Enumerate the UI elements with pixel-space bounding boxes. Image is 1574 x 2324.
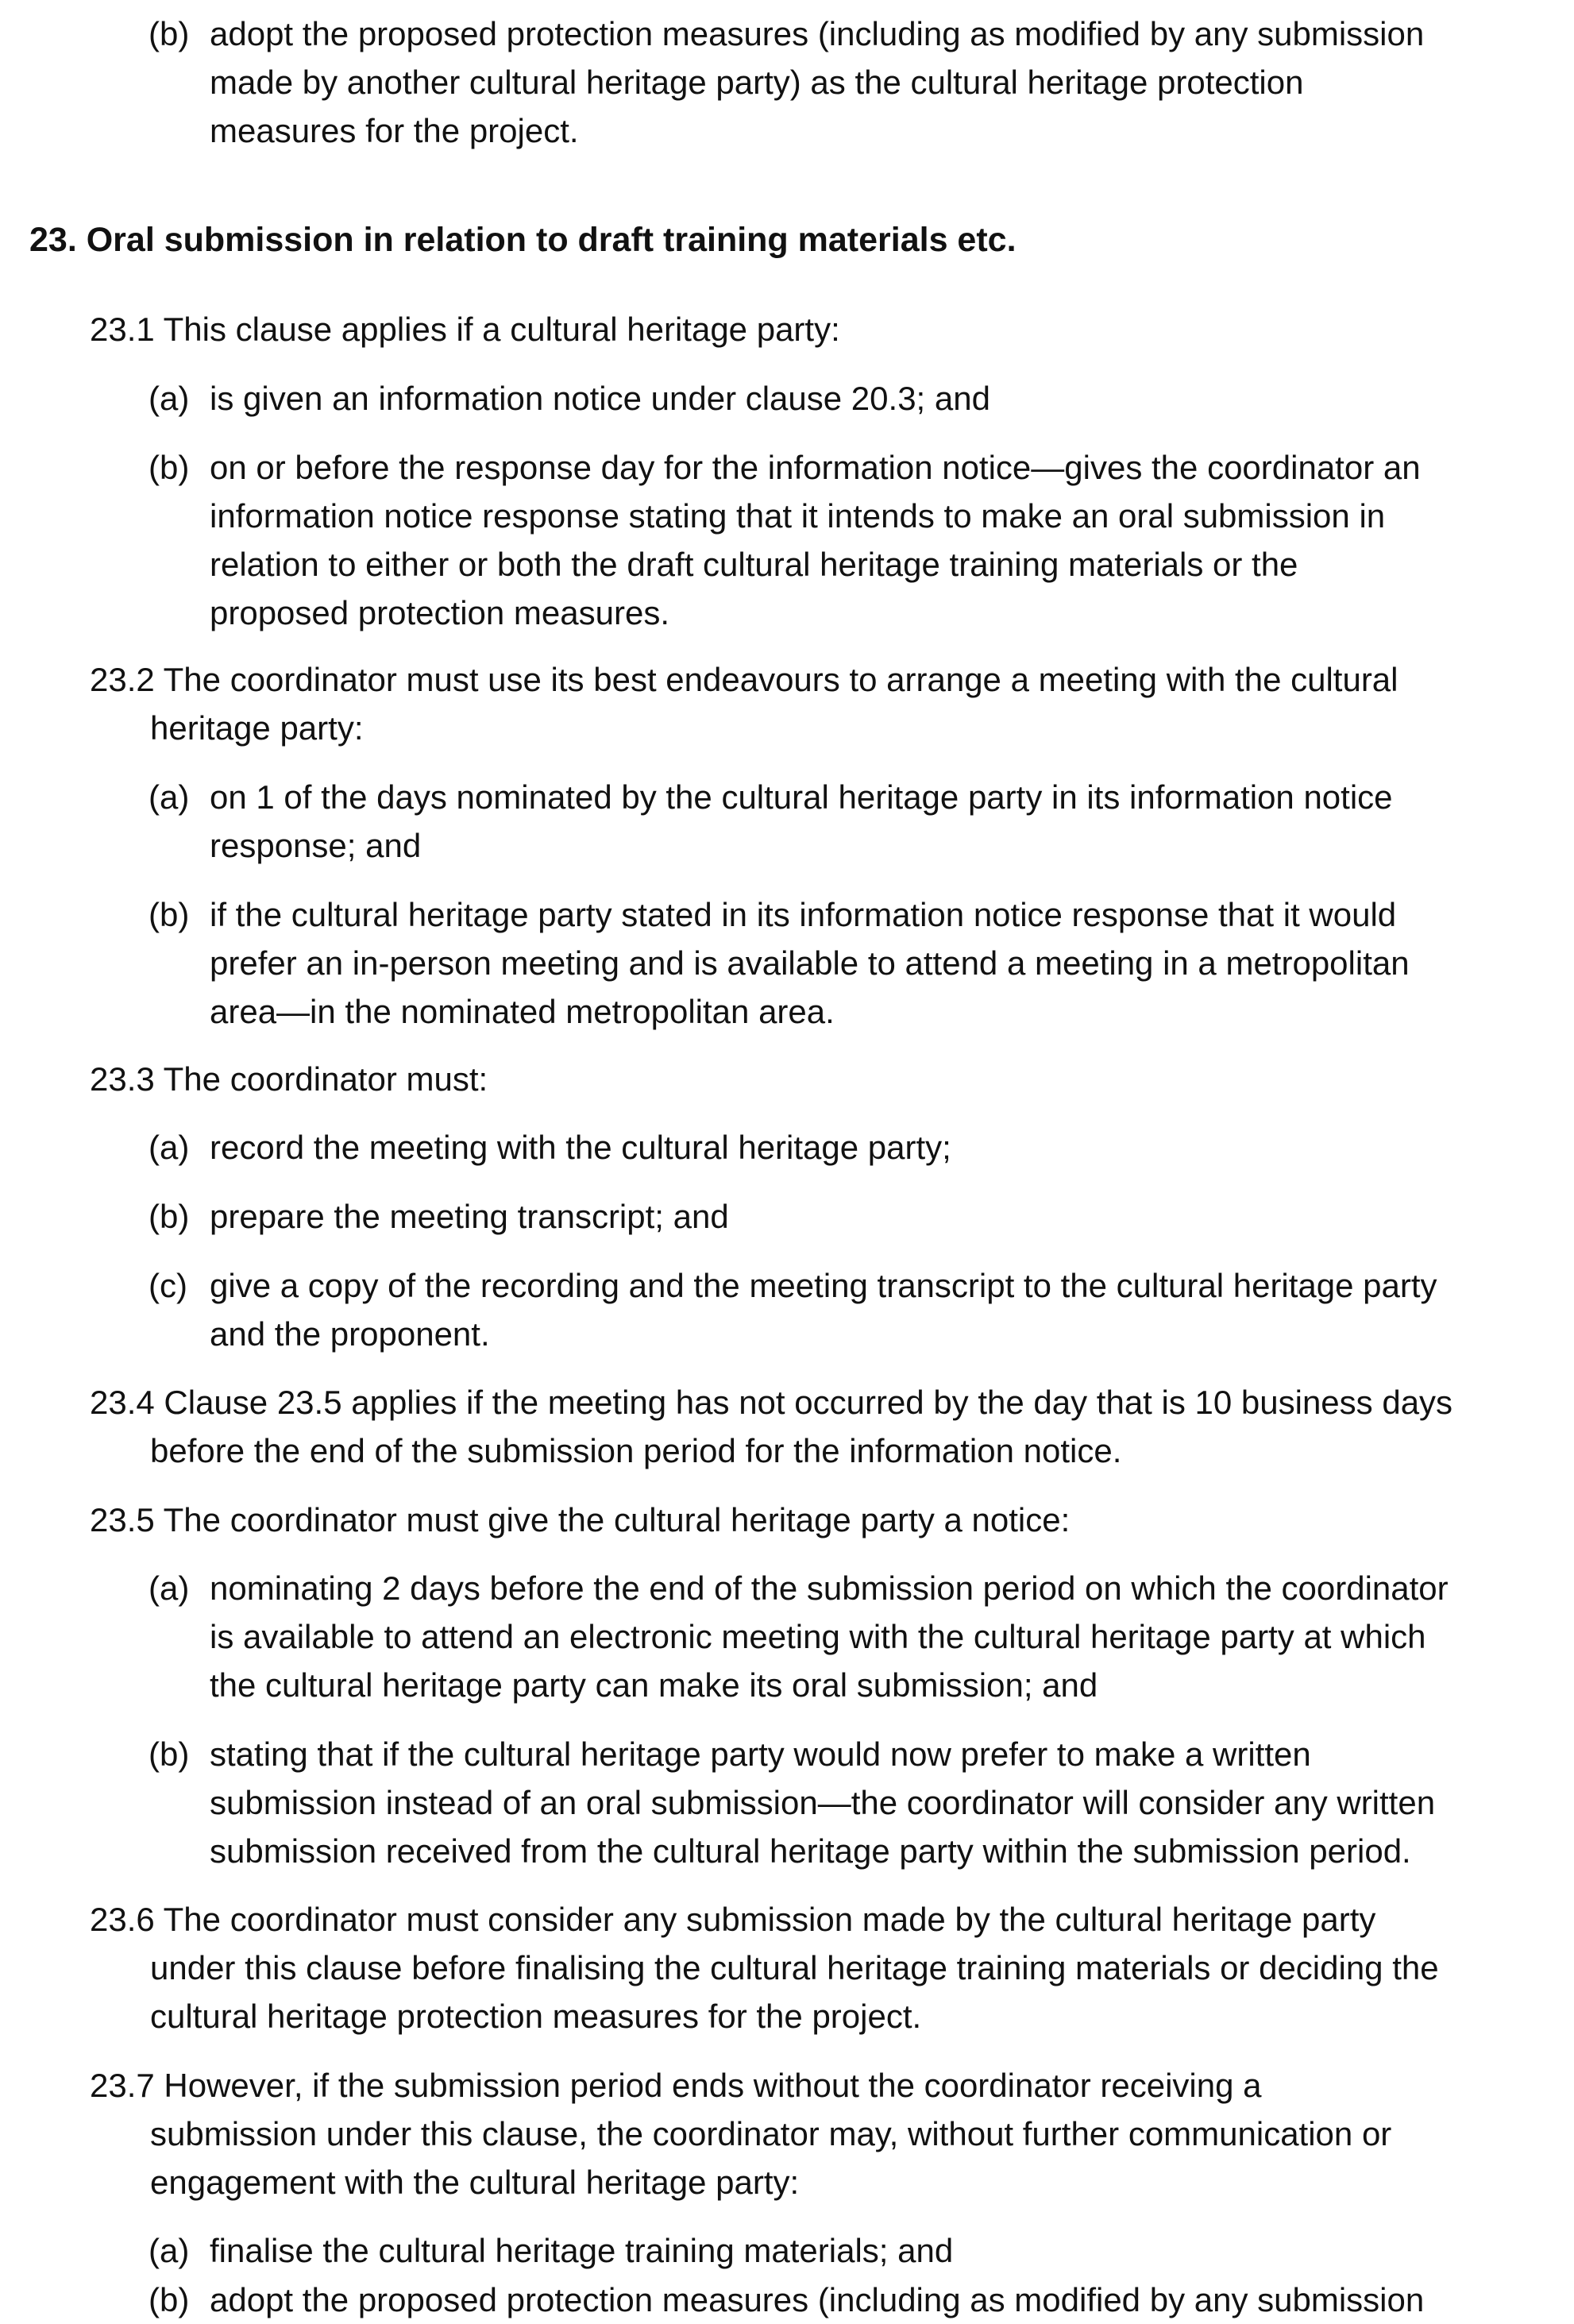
paragraph-b-top <box>149 10 1554 155</box>
clause-23-3: 23.3 The coordinator must: <box>90 1060 488 1098</box>
clause-23-2-b: (b) if the cultural heritage party stated in its information notice response that it would prefer an in-person meeting and is available to attend a meeting in a metropolitan area—in the nominated metropolitan area. <box>149 896 1410 1030</box>
clause-23-2-a: (a) on 1 of the days nominated by the cultural heritage party in its information notice response; and <box>149 778 1393 864</box>
paragraph-text: adopt the proposed protection measures (including as modified by any submission made by another cultural heritage party) as the cultural heritage protection measures for the project. <box>210 15 1425 149</box>
clause-23-3-a: (a) record the meeting with the cultural heritage party; <box>149 1129 951 1166</box>
clause-23-1-a: (a) is given an information notice under clause 20.3; and <box>149 380 990 417</box>
paragraph-label: (b) <box>149 15 190 52</box>
clause-23-6: 23.6 The coordinator must consider any submission made by the cultural heritage party under this clause before finalising the cultural heritage training materials or deciding the cultural heritage protection measures for the project. <box>90 1901 1439 2035</box>
section-heading: 23. Oral submission in relation to draft training materials etc. <box>29 221 1017 259</box>
clause-23-1: 23.1 This clause applies if a cultural heritage party: <box>90 311 840 348</box>
clause-23-3-b: (b) prepare the meeting transcript; and <box>149 1198 729 1235</box>
clause-23-7: 23.7 However, if the submission period ends without the coordinator receiving a submission under this clause, the coordinator may, without further communication or engagement with the cultural heritage party: <box>90 2067 1392 2201</box>
clause-23-5-b: (b) stating that if the cultural heritage party would now prefer to make a written submission instead of an oral submission—the coordinator will consider any written submission received from the cultural heritage party within the submission period. <box>149 1735 1436 1870</box>
clause-23-2: 23.2 The coordinator must use its best endeavours to arrange a meeting with the cultural heritage party: <box>90 661 1398 747</box>
clause-23-5: 23.5 The coordinator must give the cultural heritage party a notice: <box>90 1501 1071 1538</box>
clause-23-5-a: (a) nominating 2 days before the end of the submission period on which the coordinator is available to attend an electronic meeting with the cultural heritage party at which the cultural heritage party can make its oral submission; and <box>149 1569 1449 1704</box>
clause-23-1-b: (b) on or before the response day for the information notice—gives the coordinator an information notice response stating that it intends to make an oral submission in relation to either or both the draft cultural heritage training materials or the proposed protection measures. <box>149 449 1421 631</box>
clause-23-7-b: (b) adopt the proposed protection measures (including as modified by any submission <box>149 2281 1425 2318</box>
clause-23-4: 23.4 Clause 23.5 applies if the meeting has not occurred by the day that is 10 business days before the end of the submission period for the information notice. <box>90 1384 1453 1469</box>
clause-23-3-c: (c) give a copy of the recording and the meeting transcript to the cultural heritage party and the proponent. <box>149 1267 1437 1353</box>
clause-23-7-a: (a) finalise the cultural heritage training materials; and <box>149 2232 954 2269</box>
